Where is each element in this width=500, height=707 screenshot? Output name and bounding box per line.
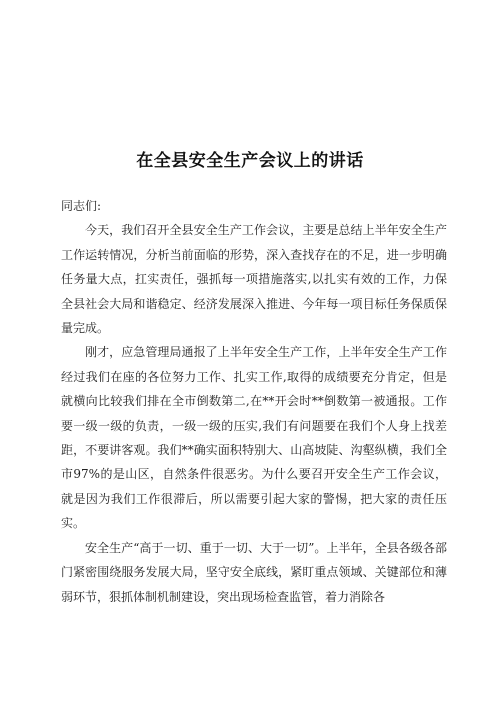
document-title: 在全县安全生产会议上的讲话 xyxy=(136,151,364,171)
paragraph-1: 今天，我们召开全县安全生产工作会议，主要是总结上半年安全生产工作运转情况，分析当前面临的形势，深入查找存在的不足，进一步明确任务量大点，扛实责任，强抓每一项措施落实,以扎实有效的工作，力保全县社会大局和谐稳定、经济发展深入推进、今年每一项目标任务保质保量完成。 xyxy=(61,223,447,336)
salutation: 同志们: xyxy=(61,199,102,213)
paragraph-3: 安全生产“高于一切、重于一切、大于一切”。上半年，全县各级各部门紧密围绕服务发展大局，坚守安全底线，紧盯重点领域、关键部位和薄弱环节，狠抓体制机制建设，突出现场检查监管，着力消除各 xyxy=(61,540,447,604)
document-body xyxy=(61,194,447,609)
paragraph-2: 刚才，应急管理局通报了上半年安全生产工作，上半年安全生产工作经过我们在座的各位努力工作、扎实工作,取得的成绩要充分肯定，但是就横向比较我们排在全市倒数第二,在**开会时**倒数第一被通报。工作要一级一级的负责，一级一级的压实,我们有问题要在我们个人身上找差距，不要讲客观。我们**确实面积特别大、山高坡陡、沟壑纵横，我们全市97%的是山区，自然条件很恶劣。为什么要召开安全生产工作会议，就是因为我们工作很滞后，所以需要引起大家的警惕，把大家的责任压实。 xyxy=(61,345,447,531)
